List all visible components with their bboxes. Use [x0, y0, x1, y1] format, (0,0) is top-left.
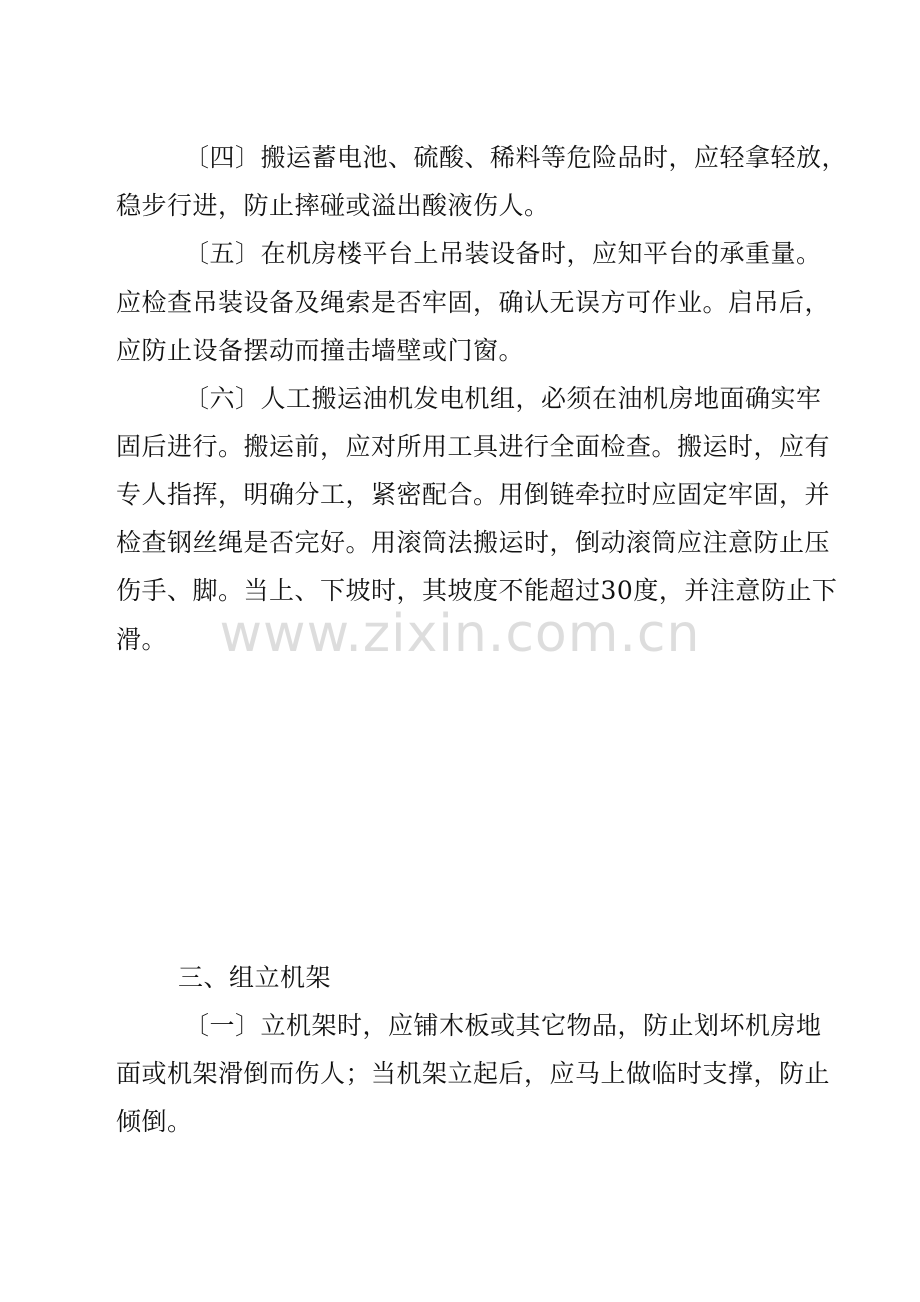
paragraph-6-line-2: 固后进行。搬运前，应对所用工具进行全面检查。搬运时，应有	[116, 432, 831, 461]
section-3-paragraph-1-line-3: 倾倒。	[116, 1107, 193, 1136]
paragraph-6-line-6: 滑。	[116, 625, 168, 654]
paragraph-5-line-3: 应防止设备摆动而撞击墙壁或门窗。	[116, 336, 525, 365]
watermark: www.zixin.com.cn	[219, 604, 701, 664]
section-3-paragraph-1-line-2: 面或机架滑倒而伤人；当机架立起后，应马上做临时支撑，防止	[116, 1059, 831, 1088]
paragraph-6-line-1: 〔六〕人工搬运油机发电机组，必须在油机房地面确实牢	[184, 384, 822, 413]
paragraph-5-line-1: 〔五〕在机房楼平台上吊装设备时，应知平台的承重量。	[184, 239, 822, 268]
paragraph-6-line-5: 伤手、脚。当上、下坡时，其坡度不能超过30度，并注意防止下	[116, 576, 838, 605]
paragraph-4-line-1: 〔四〕搬运蓄电池、硫酸、稀料等危险品时，应轻拿轻放，	[184, 143, 848, 172]
section-3-paragraph-1-line-1: 〔一〕立机架时，应铺木板或其它物品，防止划坏机房地	[184, 1011, 822, 1040]
paragraph-5-line-2: 应检查吊装设备及绳索是否牢固，确认无误方可作业。启吊后，	[116, 288, 831, 317]
section-3-heading: 三、组立机架	[178, 963, 332, 992]
paragraph-6-line-4: 检查钢丝绳是否完好。用滚筒法搬运时，倒动滚筒应注意防止压	[116, 528, 831, 557]
paragraph-6-line-3: 专人指挥，明确分工，紧密配合。用倒链牵拉时应固定牢固，并	[116, 480, 831, 509]
paragraph-4-line-2: 稳步行进，防止摔碰或溢出酸液伤人。	[116, 191, 550, 220]
